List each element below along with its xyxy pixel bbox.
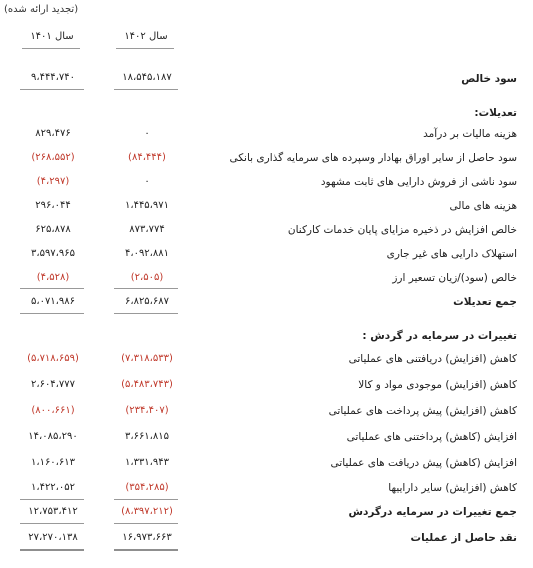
working-capital-label: کاهش (افزایش) دریافتنی های عملیاتی bbox=[348, 353, 517, 365]
rule-net-profit-1402 bbox=[114, 89, 178, 90]
adjustment-1401: (۴،۲۹۷) bbox=[36, 176, 70, 187]
adjustment-label: هزینه مالیات بر درآمد bbox=[423, 128, 517, 140]
rule-working-capital-1401 bbox=[20, 499, 84, 500]
column-header-1402: سال ۱۴۰۲ bbox=[124, 31, 168, 42]
adjustment-label: خالص افزایش در ذخیره مزایای پایان خدمات کارکنان bbox=[287, 224, 517, 236]
adjustments-title: تعدیلات: bbox=[474, 107, 517, 119]
working-capital-total-1402: (۸،۳۹۷،۲۱۲) bbox=[121, 506, 173, 517]
working-capital-1401: (۵،۷۱۸،۶۵۹) bbox=[27, 353, 79, 364]
header-underline-1402 bbox=[116, 48, 174, 49]
rule-working-capital-1402 bbox=[114, 499, 178, 500]
adjustment-1401: ۳،۵۹۷،۹۶۵ bbox=[30, 248, 76, 259]
rule-net-profit-1401 bbox=[20, 89, 84, 90]
rule-adjustments-1402 bbox=[114, 288, 178, 289]
working-capital-1402: ۱،۳۳۱،۹۴۳ bbox=[124, 457, 170, 468]
rule-adjustments-total-1401 bbox=[20, 313, 84, 314]
rule-cash-operations-1401 bbox=[20, 549, 84, 551]
adjustment-1401: (۲۶۸،۵۵۲) bbox=[31, 152, 75, 163]
working-capital-total-1401: ۱۲،۷۵۳،۴۱۲ bbox=[28, 506, 78, 517]
adjustment-label: استهلاک دارایی های غیر جاری bbox=[386, 248, 517, 260]
adjustment-label: سود حاصل از سایر اوراق بهادار وسپرده های سرمایه گذاری بانکی bbox=[229, 152, 517, 164]
header-underline-1401 bbox=[22, 48, 80, 49]
working-capital-1402: (۲۳۴،۴۰۷) bbox=[125, 405, 169, 416]
working-capital-label: افزایش (کاهش) پیش دریافت های عملیاتی bbox=[330, 457, 517, 469]
cash-operations-1402: ۱۶،۹۷۳،۶۶۳ bbox=[122, 532, 172, 543]
net-profit-1402: ۱۸،۵۴۵،۱۸۷ bbox=[122, 72, 172, 83]
working-capital-title: تغییرات در سرمایه در گردش : bbox=[362, 330, 517, 342]
restated-note: (تجدید ارائه شده) bbox=[4, 4, 79, 15]
working-capital-1402: (۵،۴۸۳،۷۴۳) bbox=[121, 379, 173, 390]
cash-operations-1401: ۲۷،۲۷۰،۱۳۸ bbox=[28, 532, 78, 543]
adjustment-1401: (۴،۵۲۸) bbox=[36, 272, 70, 283]
adjustment-1402: ۱،۴۴۵،۹۷۱ bbox=[124, 200, 170, 211]
adjustment-1402: ۸۷۳،۷۷۴ bbox=[129, 224, 165, 235]
column-header-1401: سال ۱۴۰۱ bbox=[30, 31, 74, 42]
adjustment-1402: (۲،۵۰۵) bbox=[130, 272, 164, 283]
adjustment-1402: ۰ bbox=[144, 176, 150, 187]
working-capital-label: کاهش (افزایش) موجودی مواد و کالا bbox=[358, 379, 517, 391]
working-capital-1401: ۱،۴۲۲،۰۵۲ bbox=[30, 482, 76, 493]
net-profit-label: سود خالص bbox=[461, 73, 517, 85]
adjustment-1401: ۶۲۵،۸۷۸ bbox=[35, 224, 71, 235]
rule-adjustments-total-1402 bbox=[114, 313, 178, 314]
adjustment-1402: ۴،۰۹۲،۸۸۱ bbox=[124, 248, 170, 259]
adjustment-label: هزینه های مالی bbox=[449, 200, 517, 212]
working-capital-total-label: جمع تغییرات در سرمایه درگردش bbox=[348, 506, 517, 518]
adjustment-1401: ۲۹۶،۰۴۴ bbox=[35, 200, 71, 211]
adjustment-label: سود ناشی از فروش دارایی های ثابت مشهود bbox=[320, 176, 517, 188]
adjustment-1402: (۸۴،۴۴۴) bbox=[128, 152, 166, 163]
working-capital-1401: (۸۰۰،۶۶۱) bbox=[31, 405, 75, 416]
adjustments-total-label: جمع تعدیلات bbox=[453, 296, 517, 308]
rule-working-capital-total-1401 bbox=[20, 523, 84, 524]
working-capital-label: افزایش (کاهش) پرداختنی های عملیاتی bbox=[346, 431, 517, 443]
working-capital-1401: ۱۴،۰۸۵،۲۹۰ bbox=[28, 431, 78, 442]
working-capital-label: کاهش (افزایش) سایر داراییها bbox=[388, 482, 517, 494]
adjustment-1402: ۰ bbox=[144, 128, 150, 139]
rule-cash-operations-1402 bbox=[114, 549, 178, 551]
adjustments-total-1401: ۵،۰۷۱،۹۸۶ bbox=[30, 296, 76, 307]
working-capital-1401: ۱،۱۶۰،۶۱۳ bbox=[30, 457, 76, 468]
cash-operations-label: نقد حاصل از عملیات bbox=[410, 532, 517, 544]
rule-adjustments-1401 bbox=[20, 288, 84, 289]
working-capital-1402: (۷،۳۱۸،۵۳۳) bbox=[121, 353, 173, 364]
working-capital-1401: ۲،۶۰۴،۷۷۷ bbox=[30, 379, 76, 390]
net-profit-1401: ۹،۴۴۴،۷۴۰ bbox=[30, 72, 76, 83]
adjustment-label: خالص (سود)/زیان تسعیر ارز bbox=[392, 272, 517, 284]
working-capital-label: کاهش (افزایش) پیش پرداخت های عملیاتی bbox=[328, 405, 517, 417]
adjustment-1401: ۸۲۹،۴۷۶ bbox=[35, 128, 71, 139]
working-capital-1402: ۳،۶۶۱،۸۱۵ bbox=[124, 431, 170, 442]
adjustments-total-1402: ۶،۸۲۵،۶۸۷ bbox=[124, 296, 170, 307]
working-capital-1402: (۳۵۴،۲۸۵) bbox=[125, 482, 169, 493]
rule-working-capital-total-1402 bbox=[114, 523, 178, 524]
